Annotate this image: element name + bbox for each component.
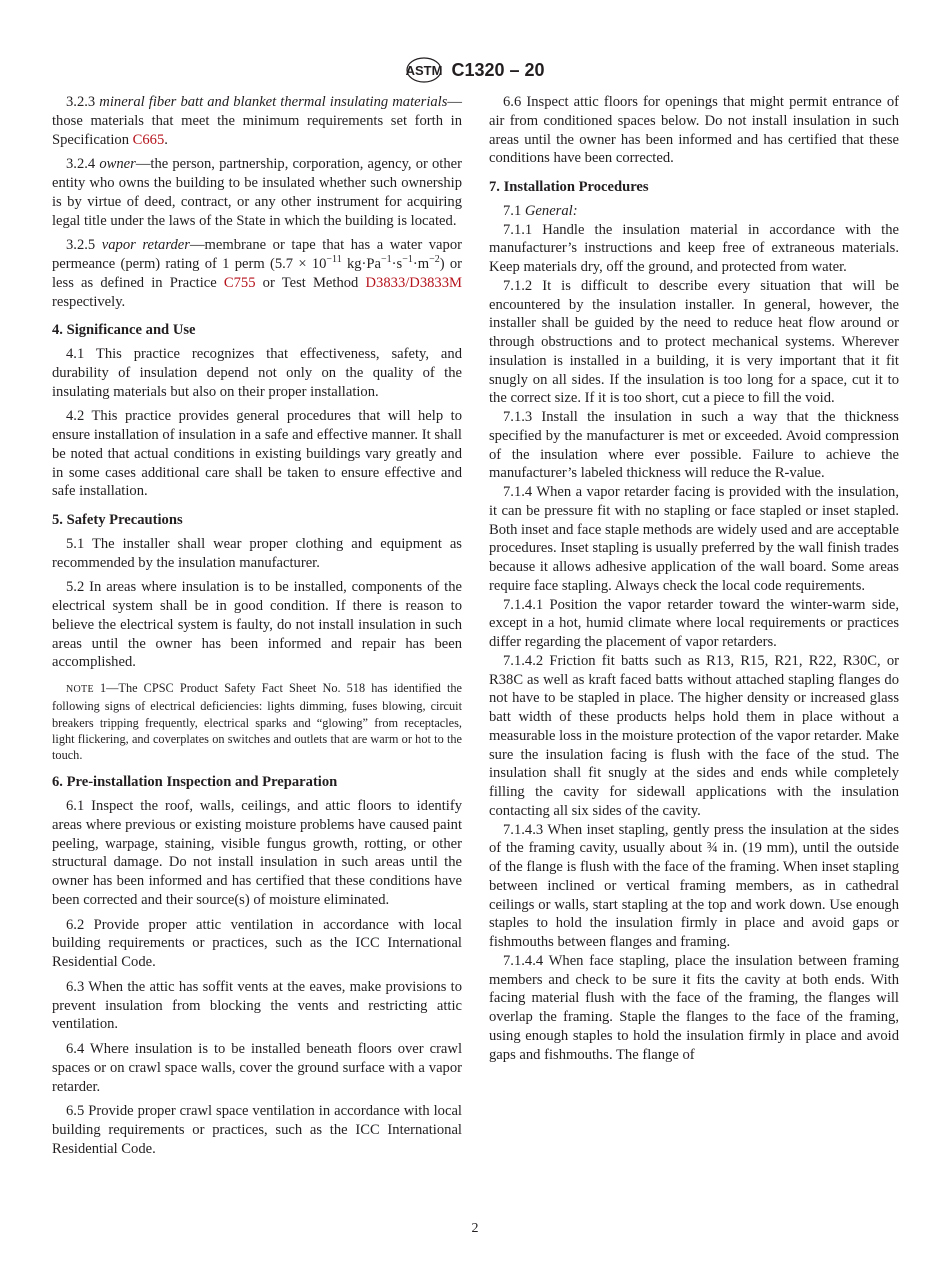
- defined-term: owner: [99, 156, 136, 173]
- standard-reference-link[interactable]: D3833/D3833M: [365, 274, 462, 291]
- text: NOTE: [66, 684, 94, 695]
- text: 4. Significance and Use: [52, 322, 196, 339]
- defined-term: vapor retarder: [101, 237, 190, 254]
- text: 7.1: [503, 202, 525, 219]
- text: 5.2 In areas where insulation is to be installed, components of the electrical system shall be in good condition. If there is reason to believe the electrical system is faulty, do not install insulation in such areas until the owner has been informed and repair has been accomplished.: [52, 579, 462, 671]
- text: 6.2 Provide proper attic ventilation in accordance with local building requirements or practices, such as the ICC International Residential Code.: [52, 916, 462, 971]
- left-column: [52, 93, 462, 1165]
- text: 3.2.3: [66, 94, 100, 110]
- paragraph: [489, 408, 899, 483]
- paragraph: [52, 93, 462, 149]
- text: .: [164, 131, 168, 148]
- paragraph: [52, 236, 462, 311]
- paragraph: [52, 535, 462, 573]
- text: —the person, partnership, corporation, agency, or other entity who owns the building to be insulated whether such ownership is by virtue of deed, contract, or any other instrument for acquiring legal title under the laws of the State in which the building is located.: [52, 156, 462, 229]
- superscript: −11: [326, 254, 342, 266]
- text: 7.1.4 When a vapor retarder facing is provided with the insulation, it can be pressure fit with no stapling or face stapled or inset stapled. Both inset and face staple methods are widely used and are acceptable procedures. Inset stapling is usually preferred by the wall finish trades because it allows adhesive application of the wall board. Some areas require face stapling. Always check the local code requirements.: [489, 484, 899, 594]
- text: 6.4 Where insulation is to be installed beneath floors over crawl spaces or on crawl space walls, cover the ground surface with a vapor retarder.: [52, 1041, 462, 1095]
- paragraph: [489, 202, 899, 221]
- right-column: [489, 93, 899, 1064]
- section-heading: [52, 321, 462, 340]
- paragraph: [489, 952, 899, 1065]
- note-paragraph: [52, 680, 462, 763]
- text: or Test Method: [255, 274, 366, 291]
- text: respectively.: [52, 293, 126, 310]
- paragraph: [52, 1102, 462, 1158]
- text: 5. Safety Precautions: [52, 512, 183, 528]
- text: 3.2.5: [66, 237, 102, 254]
- standard-reference-link[interactable]: C755: [223, 274, 256, 291]
- superscript: −1: [402, 254, 413, 266]
- text: 4.2 This practice provides general procedures that will help to ensure installation of insulation in a safe and effective manner. It shall be noted that actual conditions in existing buildings vary greatly and in some cases additional care shall be taken to ensure effective and safe installation.: [52, 408, 462, 500]
- paragraph: [52, 797, 462, 910]
- paragraph: [52, 1040, 462, 1096]
- text: 5.1 The installer shall wear proper clothing and equipment as recommended by the insulation manufacturer.: [52, 535, 462, 571]
- superscript: −1: [381, 254, 392, 266]
- text: kg·Pa: [341, 256, 382, 272]
- text: 7.1.4.1 Position the vapor retarder toward the winter-warm side, except in a hot, humid climate where local requirements or practices differ regarding the placement of vapor retarders.: [489, 596, 899, 650]
- paragraph: [489, 221, 899, 277]
- text: 1—The CPSC Product Safety Fact Sheet No. 518 has identified the following signs of electrical deficiencies: lights dimming, fuses blowing, circuit breakers tripping frequently, electrical sparks and “glowing” from receptacles, light flickering, and coverplates on switches and outlets that are warm or hot to the touch.: [52, 681, 462, 763]
- paragraph: [52, 155, 462, 230]
- page-header: [0, 56, 950, 84]
- text: ·m: [412, 256, 430, 272]
- text: 7.1.4.2 Friction fit batts such as R13, R15, R21, R22, R30C, or R38C as well as kraft faced batts without attached stapling flanges do not have to be stapled in place. The higher density or increased glass batt width of these products helps hold them in place without a measurable loss in the moisture protection of the vapor retarder. Make sure the insulation facing is flush with the face of the stud. The insulation shall fit snugly at the sides and ends while completely filling the cavity for sidewall applications with the insulation contacting all six sides of the cavity.: [489, 652, 899, 819]
- text: ) or less as defined in Practice: [52, 256, 462, 291]
- svg-text:ASTM: ASTM: [406, 63, 443, 78]
- text: 7.1.3 Install the insulation in such a way that the thickness specified by the manufacturer is met or exceeded. Avoid compression of the insulation where ever possible. Failure to achieve the manufacturer’s labeled thickness will reduce the R-value.: [489, 409, 899, 482]
- paragraph: [52, 345, 462, 401]
- paragraph: [52, 978, 462, 1034]
- text: 7. Installation Procedures: [489, 179, 649, 195]
- paragraph: [52, 407, 462, 501]
- text: 7.1.1 Handle the insulation material in accordance with the manufacturer’s instructions and keep free of extraneous materials. Keep materials dry, off the ground, and protected from water.: [489, 221, 899, 275]
- paragraph: [52, 578, 462, 672]
- paragraph: [489, 596, 899, 652]
- text: —membrane or tape that has a water vapor permeance (perm) rating of 1 perm (5.7 × 10: [52, 237, 462, 272]
- text: 3.2.4: [66, 156, 100, 173]
- text: ·s: [391, 256, 403, 272]
- paragraph: [489, 483, 899, 596]
- paragraph: [489, 93, 899, 168]
- text: 6.1 Inspect the roof, walls, ceilings, and attic floors to identify areas where previous or existing moisture problems have caused paint peeling, warpage, staining, visible fungus growth, rotting, or other structural damage. Do not install insulation in such areas until the owner has been informed and has certified that these conditions have been corrected and their source(s) of moisture eliminated.: [52, 798, 462, 908]
- text: 7.1.2 It is difficult to describe every situation that will be encountered by the insulation installer. In general, however, the installer shall be guided by the need to reduce heat flow around or through obstructions and to protect mechanical systems. Wherever insulation is installed in a building, it is very important that it fit snugly on all sides. If the insulation is too long for a space, cut it to the correct size. If it is too short, cut a piece to fill the void.: [489, 277, 899, 407]
- text: 6. Pre-installation Inspection and Preparation: [52, 774, 338, 791]
- paragraph: [52, 916, 462, 972]
- text: 7.1.4.4 When face stapling, place the insulation between framing members and check to be sure it fits the cavity at both ends. With facing material flush with the face of the framing, the flanges will overlap the framing. Staple the flanges to the face of the framing, using enough staples to hold the insulation firmly in place and avoid gaps and fishmouths. The flange of: [489, 952, 899, 1063]
- defined-term: General:: [524, 202, 578, 219]
- section-heading: [52, 511, 462, 530]
- defined-term: mineral fiber batt and blanket thermal insulating materials: [99, 94, 448, 110]
- paragraph: [489, 652, 899, 821]
- standard-reference-link[interactable]: C665: [132, 131, 165, 148]
- text: 6.6 Inspect attic floors for openings that might permit entrance of air from conditioned spaces below. Do not install insulation in such areas until the owner has been informed and has certified that these conditions have been corrected.: [489, 94, 899, 167]
- section-heading: [489, 178, 899, 197]
- superscript: −2: [429, 254, 440, 266]
- page-number: 2: [471, 1221, 479, 1236]
- text: 7.1.4.3 When inset stapling, gently press the insulation at the sides of the framing cavity, usually about ¾ in. (19 mm), until the outside of the flange is flush with the face of the framing. When inset stapling between inclined or vertical framing members, as in cathedral ceilings or walls, start stapling at the top and work down. Use enough staples to hold the insulation firmly in place and avoid gaps or fishmouths between flanges and framing.: [489, 821, 899, 950]
- text: 6.5 Provide proper crawl space ventilation in accordance with local building requirements or practices, such as the ICC International Residential Code.: [52, 1103, 462, 1157]
- paragraph: [489, 821, 899, 952]
- section-heading: [52, 773, 462, 792]
- paragraph: [489, 277, 899, 408]
- astm-logo-icon: [405, 56, 443, 84]
- text: —those materials that meet the minimum requirements set forth in Specification: [52, 94, 462, 148]
- text: 6.3 When the attic has soffit vents at the eaves, make provisions to prevent insulation from blocking the vents and restricting attic ventilation.: [52, 978, 462, 1033]
- text: 4.1 This practice recognizes that effectiveness, safety, and durability of insulation depend not only on the quality of the insulating materials but also on their proper installation.: [52, 346, 462, 400]
- document-designation: C1320 – 20: [451, 59, 545, 80]
